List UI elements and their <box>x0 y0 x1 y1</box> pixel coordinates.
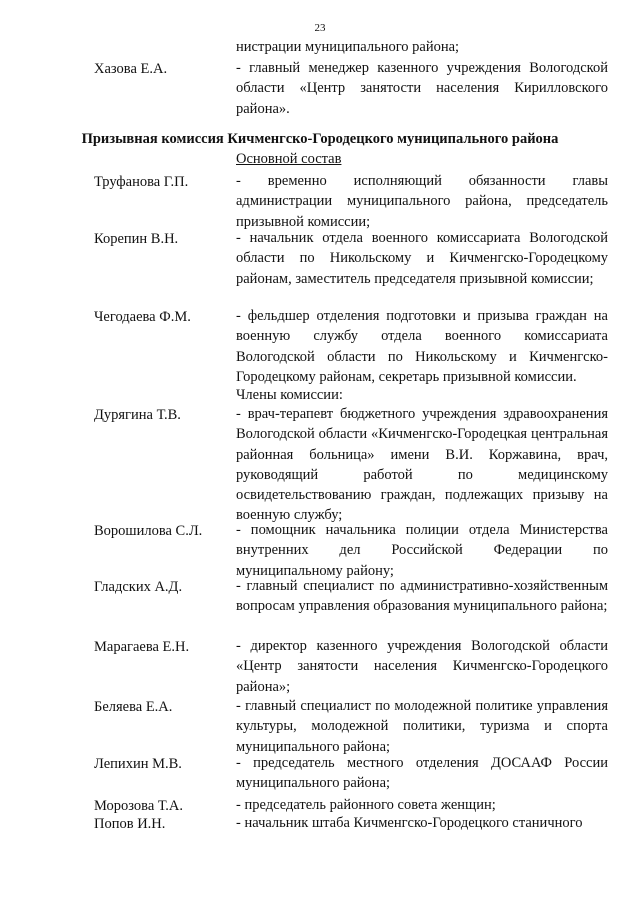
member-role: - главный специалист по молодежной политике управления культуры, молодежной политики, туризма и спорта муниципального района; <box>236 698 608 755</box>
continued-text: нистрации муниципального района; <box>236 39 460 55</box>
member-name: Корепин В.Н. <box>94 231 179 247</box>
member-name: Ворошилова С.Л. <box>94 523 203 539</box>
member-role: - начальник штаба Кичменгско-Городецкого станичного <box>236 815 583 831</box>
member-role: - главный специалист по административно-хозяйственным вопросам управления образования муниципального района; <box>236 578 608 615</box>
members-label: Члены комиссии: <box>236 387 343 403</box>
member-role: - помощник начальника полиции отдела Министерства внутренних дел Российской Федерации по муниципальному району; <box>236 522 608 579</box>
member-role: - врач-терапевт бюджетного учреждения здравоохранения Вологодской области «Кичменгско-Городецкая центральная районная больница» имени В.И. Коржавина, врач, руководящий работой по медицинскому освидетельствованию граждан, подлежащих призыву на военную службу; <box>236 406 608 524</box>
commission-title: Призывная комиссия Кичменгско-Городецкого муниципального района <box>81 131 559 147</box>
member-role: - председатель местного отделения ДОСААФ России муниципального района; <box>236 755 608 792</box>
member-role: - директор казенного учреждения Вологодской области «Центр занятости населения Кичменгско-Городецкого района»; <box>236 638 608 695</box>
member-role: - начальник отдела военного комиссариата Вологодской области по Никольскому и Кичменгско-Городецкому районам, заместитель председателя призывной комиссии; <box>236 230 608 287</box>
member-name: Морозова Т.А. <box>94 798 184 814</box>
member-role: - фельдшер отделения подготовки и призыва граждан на военную службу отдела военного комиссариата Вологодской области по Никольскому и Кичменгско-Городецкому районам, секретарь призывной комиссии. <box>236 308 608 385</box>
member-name: Попов И.Н. <box>94 816 166 832</box>
member-name: Хазова Е.А. <box>94 61 168 77</box>
member-role: - председатель районного совета женщин; <box>236 797 496 813</box>
member-name: Марагаева Е.Н. <box>94 639 190 655</box>
member-name: Чегодаева Ф.М. <box>94 309 191 325</box>
member-name: Гладских А.Д. <box>94 579 183 595</box>
member-role: - главный менеджер казенного учреждения Вологодской области «Центр занятости населения Кирилловского района». <box>236 60 608 117</box>
member-name: Лепихин М.В. <box>94 756 182 772</box>
member-name: Беляева Е.А. <box>94 699 173 715</box>
main-composition-label: Основной состав <box>236 151 342 167</box>
member-name: Труфанова Г.П. <box>94 174 189 190</box>
member-name: Дурягина Т.В. <box>94 407 181 423</box>
member-role: - временно исполняющий обязанности главы администрации муниципального района, председатель призывной комиссии; <box>236 173 608 230</box>
page-number: 23 <box>314 22 326 34</box>
